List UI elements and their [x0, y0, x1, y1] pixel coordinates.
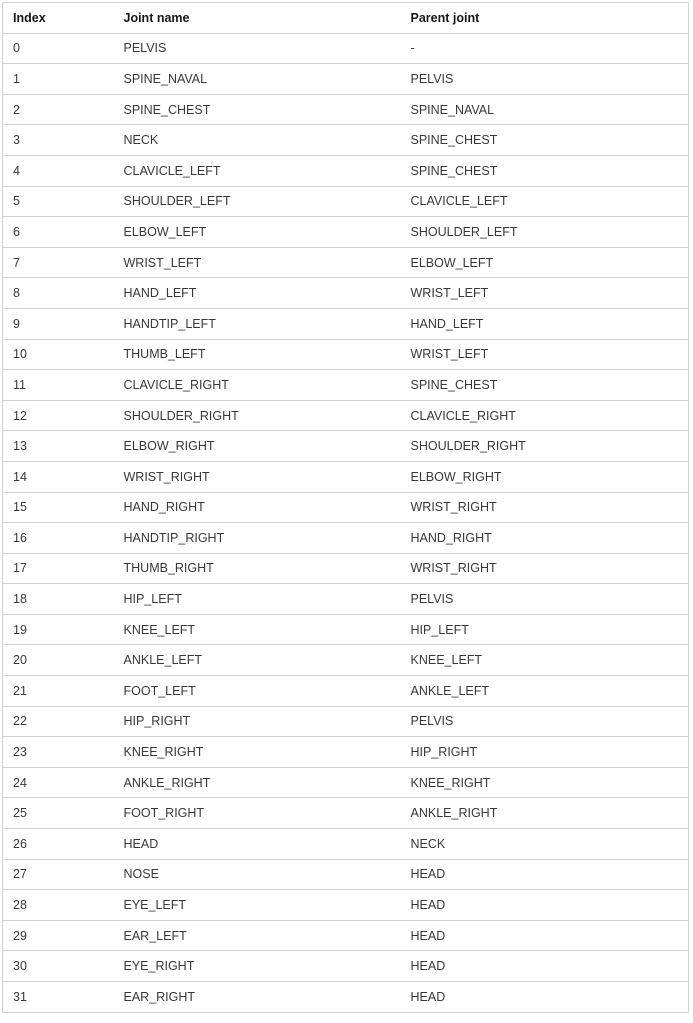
- cell-parent-joint: HAND_RIGHT: [401, 523, 689, 554]
- cell-joint-name: SHOULDER_LEFT: [114, 186, 401, 217]
- table-row: [3, 584, 689, 615]
- cell-joint-name: HAND_RIGHT: [114, 492, 401, 523]
- table-row: [3, 645, 689, 676]
- cell-parent-joint: ELBOW_LEFT: [401, 247, 689, 278]
- cell-joint-name: HANDTIP_LEFT: [114, 308, 401, 339]
- cell-joint-name: ANKLE_RIGHT: [114, 767, 401, 798]
- table-row: [3, 706, 689, 737]
- cell-joint-name: ELBOW_LEFT: [114, 217, 401, 248]
- table-row: [3, 308, 689, 339]
- table-row: [3, 676, 689, 707]
- column-header-joint-name: Joint name: [114, 3, 401, 34]
- table-row: [3, 798, 689, 829]
- cell-index: 8: [3, 278, 114, 309]
- cell-parent-joint: ANKLE_RIGHT: [401, 798, 689, 829]
- cell-index: 29: [3, 920, 114, 951]
- cell-joint-name: KNEE_RIGHT: [114, 737, 401, 768]
- table-row: [3, 278, 689, 309]
- cell-parent-joint: ANKLE_LEFT: [401, 676, 689, 707]
- cell-index: 9: [3, 308, 114, 339]
- cell-joint-name: SPINE_NAVAL: [114, 64, 401, 95]
- cell-parent-joint: NECK: [401, 829, 689, 860]
- cell-parent-joint: SPINE_CHEST: [401, 370, 689, 401]
- cell-parent-joint: SPINE_CHEST: [401, 125, 689, 156]
- cell-joint-name: FOOT_LEFT: [114, 676, 401, 707]
- cell-parent-joint: CLAVICLE_LEFT: [401, 186, 689, 217]
- cell-index: 12: [3, 400, 114, 431]
- cell-index: 25: [3, 798, 114, 829]
- cell-joint-name: HANDTIP_RIGHT: [114, 523, 401, 554]
- cell-index: 14: [3, 461, 114, 492]
- cell-joint-name: HAND_LEFT: [114, 278, 401, 309]
- table-row: [3, 400, 689, 431]
- cell-parent-joint: SPINE_CHEST: [401, 155, 689, 186]
- cell-parent-joint: PELVIS: [401, 584, 689, 615]
- cell-parent-joint: HEAD: [401, 920, 689, 951]
- cell-parent-joint: HEAD: [401, 890, 689, 921]
- table-row: [3, 431, 689, 462]
- table-body: [3, 33, 689, 1012]
- cell-index: 6: [3, 217, 114, 248]
- cell-parent-joint: SHOULDER_RIGHT: [401, 431, 689, 462]
- table-row: [3, 920, 689, 951]
- cell-parent-joint: HIP_LEFT: [401, 614, 689, 645]
- cell-joint-name: EYE_RIGHT: [114, 951, 401, 982]
- cell-index: 27: [3, 859, 114, 890]
- cell-index: 19: [3, 614, 114, 645]
- cell-parent-joint: ELBOW_RIGHT: [401, 461, 689, 492]
- cell-joint-name: CLAVICLE_RIGHT: [114, 370, 401, 401]
- table-row: [3, 125, 689, 156]
- cell-joint-name: CLAVICLE_LEFT: [114, 155, 401, 186]
- table-row: [3, 951, 689, 982]
- table-row: [3, 217, 689, 248]
- cell-joint-name: THUMB_RIGHT: [114, 553, 401, 584]
- cell-joint-name: SPINE_CHEST: [114, 94, 401, 125]
- cell-joint-name: NOSE: [114, 859, 401, 890]
- cell-parent-joint: WRIST_LEFT: [401, 339, 689, 370]
- cell-joint-name: EAR_LEFT: [114, 920, 401, 951]
- table-row: [3, 33, 689, 64]
- cell-parent-joint: HIP_RIGHT: [401, 737, 689, 768]
- column-header-index: Index: [3, 3, 114, 34]
- table-row: [3, 492, 689, 523]
- table-row: [3, 461, 689, 492]
- cell-joint-name: EYE_LEFT: [114, 890, 401, 921]
- table-row: [3, 155, 689, 186]
- cell-parent-joint: HEAD: [401, 982, 689, 1013]
- cell-joint-name: SHOULDER_RIGHT: [114, 400, 401, 431]
- cell-index: 21: [3, 676, 114, 707]
- cell-index: 28: [3, 890, 114, 921]
- cell-joint-name: HIP_LEFT: [114, 584, 401, 615]
- cell-parent-joint: HEAD: [401, 859, 689, 890]
- cell-index: 18: [3, 584, 114, 615]
- cell-index: 10: [3, 339, 114, 370]
- cell-joint-name: HIP_RIGHT: [114, 706, 401, 737]
- cell-joint-name: EAR_RIGHT: [114, 982, 401, 1013]
- cell-index: 17: [3, 553, 114, 584]
- table-row: [3, 339, 689, 370]
- cell-parent-joint: HEAD: [401, 951, 689, 982]
- table-row: [3, 890, 689, 921]
- cell-index: 26: [3, 829, 114, 860]
- cell-index: 24: [3, 767, 114, 798]
- cell-index: 2: [3, 94, 114, 125]
- cell-index: 3: [3, 125, 114, 156]
- cell-index: 16: [3, 523, 114, 554]
- cell-index: 20: [3, 645, 114, 676]
- cell-parent-joint: WRIST_RIGHT: [401, 492, 689, 523]
- cell-index: 7: [3, 247, 114, 278]
- table-row: [3, 982, 689, 1013]
- cell-parent-joint: SPINE_NAVAL: [401, 94, 689, 125]
- table-row: [3, 186, 689, 217]
- joint-hierarchy-table-container: [2, 2, 688, 1013]
- cell-index: 30: [3, 951, 114, 982]
- cell-parent-joint: KNEE_LEFT: [401, 645, 689, 676]
- cell-parent-joint: WRIST_LEFT: [401, 278, 689, 309]
- table-row: [3, 523, 689, 554]
- table-row: [3, 859, 689, 890]
- column-header-parent-joint: Parent joint: [401, 3, 689, 34]
- table-row: [3, 614, 689, 645]
- cell-parent-joint: WRIST_RIGHT: [401, 553, 689, 584]
- table-row: [3, 370, 689, 401]
- cell-index: 13: [3, 431, 114, 462]
- cell-index: 23: [3, 737, 114, 768]
- cell-index: 22: [3, 706, 114, 737]
- cell-parent-joint: PELVIS: [401, 706, 689, 737]
- cell-index: 0: [3, 33, 114, 64]
- cell-parent-joint: KNEE_RIGHT: [401, 767, 689, 798]
- cell-joint-name: ANKLE_LEFT: [114, 645, 401, 676]
- table-header: [3, 3, 689, 34]
- cell-parent-joint: PELVIS: [401, 64, 689, 95]
- cell-joint-name: PELVIS: [114, 33, 401, 64]
- table-row: [3, 553, 689, 584]
- cell-index: 4: [3, 155, 114, 186]
- table-row: [3, 94, 689, 125]
- table-row: [3, 247, 689, 278]
- header-row: [3, 3, 689, 34]
- cell-index: 5: [3, 186, 114, 217]
- table-row: [3, 737, 689, 768]
- cell-joint-name: WRIST_LEFT: [114, 247, 401, 278]
- cell-joint-name: HEAD: [114, 829, 401, 860]
- table-row: [3, 767, 689, 798]
- table-row: [3, 829, 689, 860]
- cell-joint-name: KNEE_LEFT: [114, 614, 401, 645]
- cell-index: 31: [3, 982, 114, 1013]
- cell-joint-name: WRIST_RIGHT: [114, 461, 401, 492]
- cell-parent-joint: SHOULDER_LEFT: [401, 217, 689, 248]
- cell-parent-joint: -: [401, 33, 689, 64]
- joint-hierarchy-table: [2, 2, 689, 1013]
- cell-joint-name: THUMB_LEFT: [114, 339, 401, 370]
- cell-parent-joint: CLAVICLE_RIGHT: [401, 400, 689, 431]
- cell-index: 15: [3, 492, 114, 523]
- table-row: [3, 64, 689, 95]
- cell-index: 11: [3, 370, 114, 401]
- cell-parent-joint: HAND_LEFT: [401, 308, 689, 339]
- cell-index: 1: [3, 64, 114, 95]
- cell-joint-name: NECK: [114, 125, 401, 156]
- cell-joint-name: FOOT_RIGHT: [114, 798, 401, 829]
- cell-joint-name: ELBOW_RIGHT: [114, 431, 401, 462]
